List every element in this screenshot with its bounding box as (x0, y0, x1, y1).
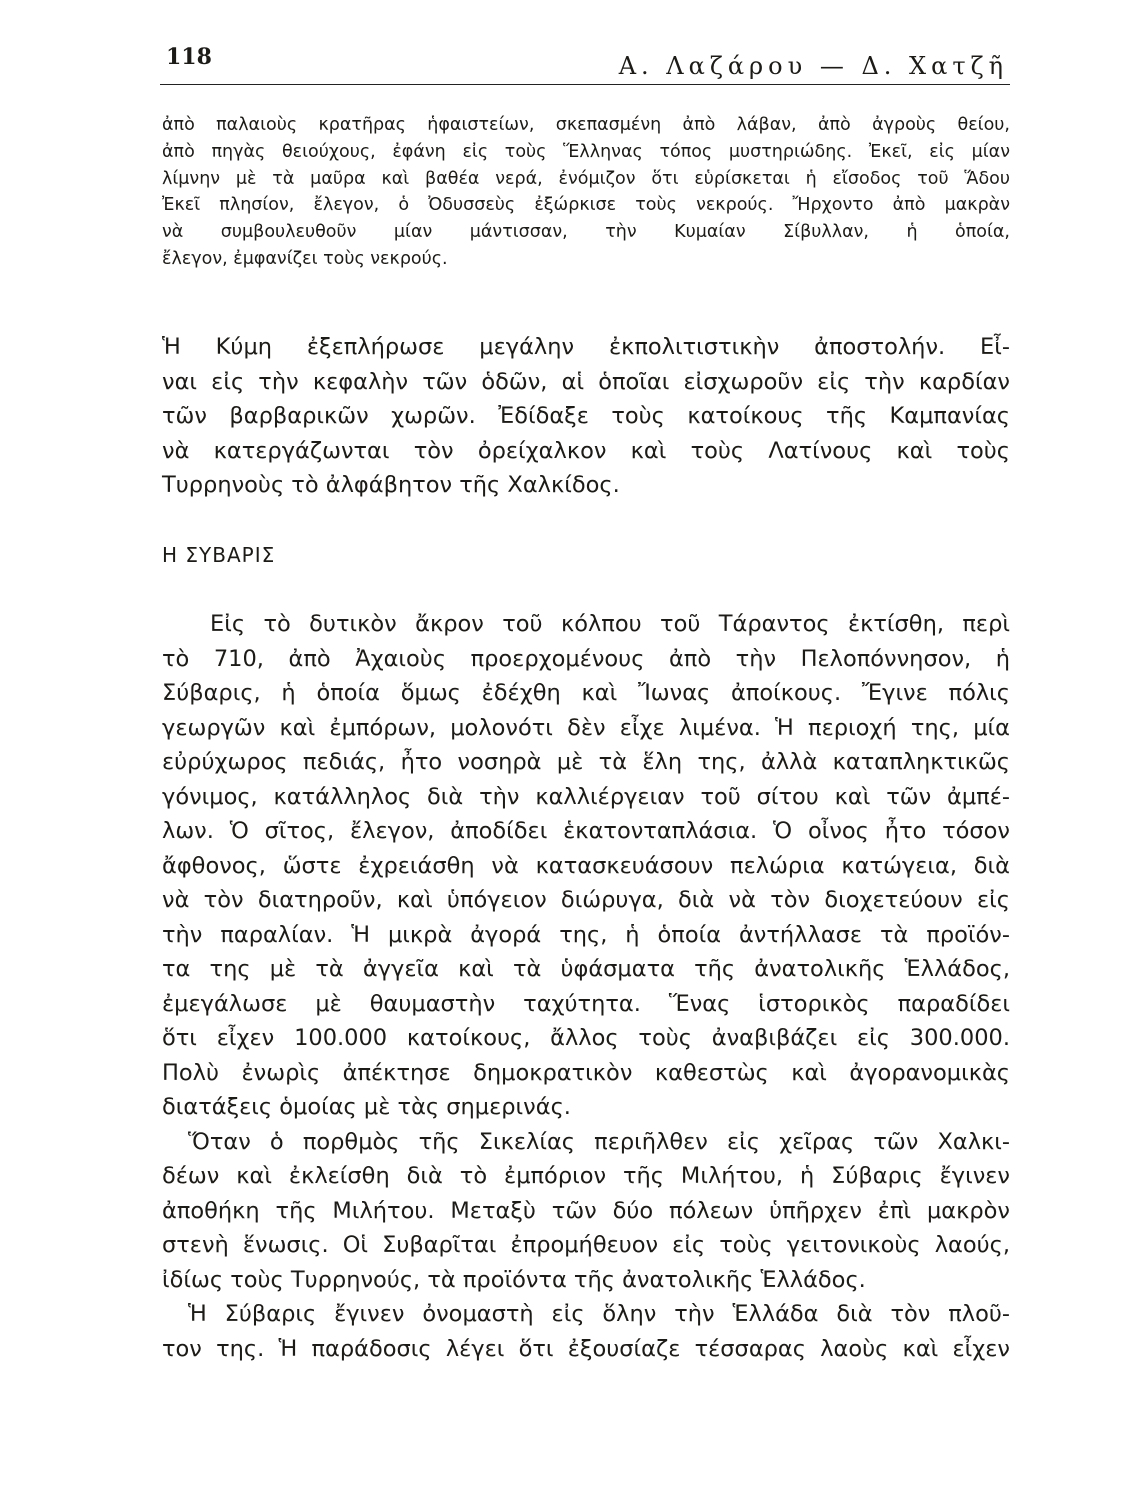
text-line: ἐμεγάλωσε μὲ θαυμαστὴν ταχύτητα. Ἕνας ἱστορικὸς παραδίδει (162, 990, 1010, 1017)
running-head: Α. Λαζάρου — Δ. Χατζῆ (618, 52, 1008, 80)
section-heading: Η ΣΥΒΑΡΙΣ (162, 543, 276, 567)
text-line: ὅτι εἶχεν 100.000 κατοίκους, ἄλλος τοὺς ἀναβιβάζει εἰς 300.000. (162, 1025, 1010, 1051)
text-line: γεωργῶν καὶ ἐμπόρων, μολονότι δὲν εἶχε λιμένα. Ἡ περιοχή της, μία (162, 714, 1010, 741)
text-line: Σύβαρις, ἡ ὁποία ὅμως ἐδέχθη καὶ Ἴωνας ἀποίκους. Ἔγινε πόλις (162, 680, 1010, 706)
text-line: τα της μὲ τὰ ἀγγεῖα καὶ τὰ ὑφάσματα τῆς ἀνατολικῆς Ἑλλάδος, (162, 956, 1010, 982)
text-line: ἔλεγον, ἐμφανίζει τοὺς νεκρούς. (162, 248, 448, 269)
text-line: ἀπὸ πηγὰς θειούχους, ἐφάνη εἰς τοὺς Ἕλληνας τόπος μυστηριώδης. Ἐκεῖ, εἰς μίαν (162, 141, 1010, 162)
text-line: ἀπὸ παλαιοὺς κρατῆρας ἡφαιστείων, σκεπασμένη ἀπὸ λάβαν, ἀπὸ ἀγροὺς θείου, (162, 115, 1010, 135)
text-line: τον της. Ἡ παράδοσις λέγει ὅτι ἐξουσίαζε τέσσαρας λαοὺς καὶ εἶχεν (162, 1335, 1010, 1362)
text-line: Εἰς τὸ δυτικὸν ἄκρον τοῦ κόλπου τοῦ Τάραντος ἐκτίσθη, περὶ (210, 611, 1010, 637)
page-header (160, 44, 1010, 80)
text-line: ἄφθονος, ὥστε ἐχρειάσθη νὰ κατασκευάσουν πελώρια κατώγεια, διὰ (162, 852, 1010, 879)
page-number: 118 (166, 44, 212, 70)
text-line: διατάξεις ὁμοίας μὲ τὰς σημερινάς. (162, 1094, 571, 1120)
text-line: νὰ συμβουλευθοῦν μίαν μάντισσαν, τὴν Κυμαίαν Σίβυλλαν, ἡ ὁποία, (162, 222, 1010, 243)
text-line: ναι εἰς τὴν κεφαλὴν τῶν ὁδῶν, αἱ ὁποῖαι εἰσχωροῦν εἰς τὴν καρδίαν (162, 368, 1010, 395)
text-line: ἀποθήκη τῆς Μιλήτου. Μεταξὺ τῶν δύο πόλεων ὑπῆρχεν ἐπὶ μακρὸν (162, 1197, 1010, 1224)
text-line: γόνιμος, κατάλληλος διὰ τὴν καλλιέργειαν τοῦ σίτου καὶ τῶν ἀμπέ- (162, 783, 1010, 810)
header-rule (160, 84, 1010, 85)
text-line: τὸ 710, ἀπὸ Ἀχαιοὺς προερχομένους ἀπὸ τὴν Πελοπόννησον, ἡ (162, 645, 1010, 672)
paragraph-sybaris (162, 607, 1010, 1366)
text-line: ἰδίως τοὺς Τυρρηνούς, τὰ προϊόντα τῆς ἀνατολικῆς Ἑλλάδος. (162, 1266, 866, 1293)
text-line: Ὅταν ὁ πορθμὸς τῆς Σικελίας περιῆλθεν εἰς χεῖρας τῶν Χαλκι- (188, 1128, 1010, 1155)
text-line: λίμνην μὲ τὰ μαῦρα καὶ βαθέα νερά, ἐνόμιζον ὅτι εὑρίσκεται ἡ εἴσοδος τοῦ Ἅδου (162, 168, 1010, 189)
text-line: εὐρύχωρος πεδιάς, ἦτο νοσηρὰ μὲ τὰ ἕλη της, ἀλλὰ καταπληκτικῶς (162, 749, 1010, 775)
text-line: Ἐκεῖ πλησίον, ἔλεγον, ὁ Ὀδυσσεὺς ἐξώρκισε τοὺς νεκρούς. Ἤρχοντο ἀπὸ μακρὰν (162, 195, 1010, 216)
text-line: λων. Ὁ σῖτος, ἔλεγον, ἀποδίδει ἑκατονταπλάσια. Ὁ οἶνος ἦτο τόσον (162, 818, 1010, 844)
text-line: Πολὺ ἐνωρὶς ἀπέκτησε δημοκρατικὸν καθεστὼς καὶ ἀγορανομικὰς (162, 1059, 1010, 1086)
text-line: νὰ τὸν διατηροῦν, καὶ ὑπόγειον διώρυγα, διὰ νὰ τὸν διοχετεύουν εἰς (162, 887, 1010, 913)
text-line: τῶν βαρβαρικῶν χωρῶν. Ἐδίδαξε τοὺς κατοίκους τῆς Καμπανίας (162, 403, 1010, 429)
text-line: Ἡ Κύμη ἐξεπλήρωσε μεγάλην ἐκπολιτιστικὴν ἀποστολήν. Εἶ- (162, 334, 1010, 360)
text-line: νὰ κατεργάζωνται τὸν ὀρείχαλκον καὶ τοὺς Λατίνους καὶ τοὺς (162, 437, 1010, 464)
paragraph-kymi (162, 330, 1010, 503)
text-line: τὴν παραλίαν. Ἡ μικρὰ ἀγορά της, ἡ ὁποία ἀντήλλασε τὰ προϊόν- (162, 921, 1010, 948)
text-line: δέων καὶ ἐκλείσθη διὰ τὸ ἐμπόριον τῆς Μιλήτου, ἡ Σύβαρις ἔγινεν (162, 1163, 1010, 1189)
text-line: στενὴ ἕνωσις. Οἱ Συβαρῖται ἐπρομήθευον εἰς τοὺς γειτονικοὺς λαούς, (162, 1232, 1010, 1258)
text-line: Ἡ Σύβαρις ἔγινεν ὀνομαστὴ εἰς ὅλην τὴν Ἑλλάδα διὰ τὸν πλοῦ- (188, 1301, 1010, 1327)
quote-block (162, 112, 1010, 273)
text-line: Τυρρηνοὺς τὸ ἀλφάβητον τῆς Χαλκίδος. (162, 472, 620, 498)
